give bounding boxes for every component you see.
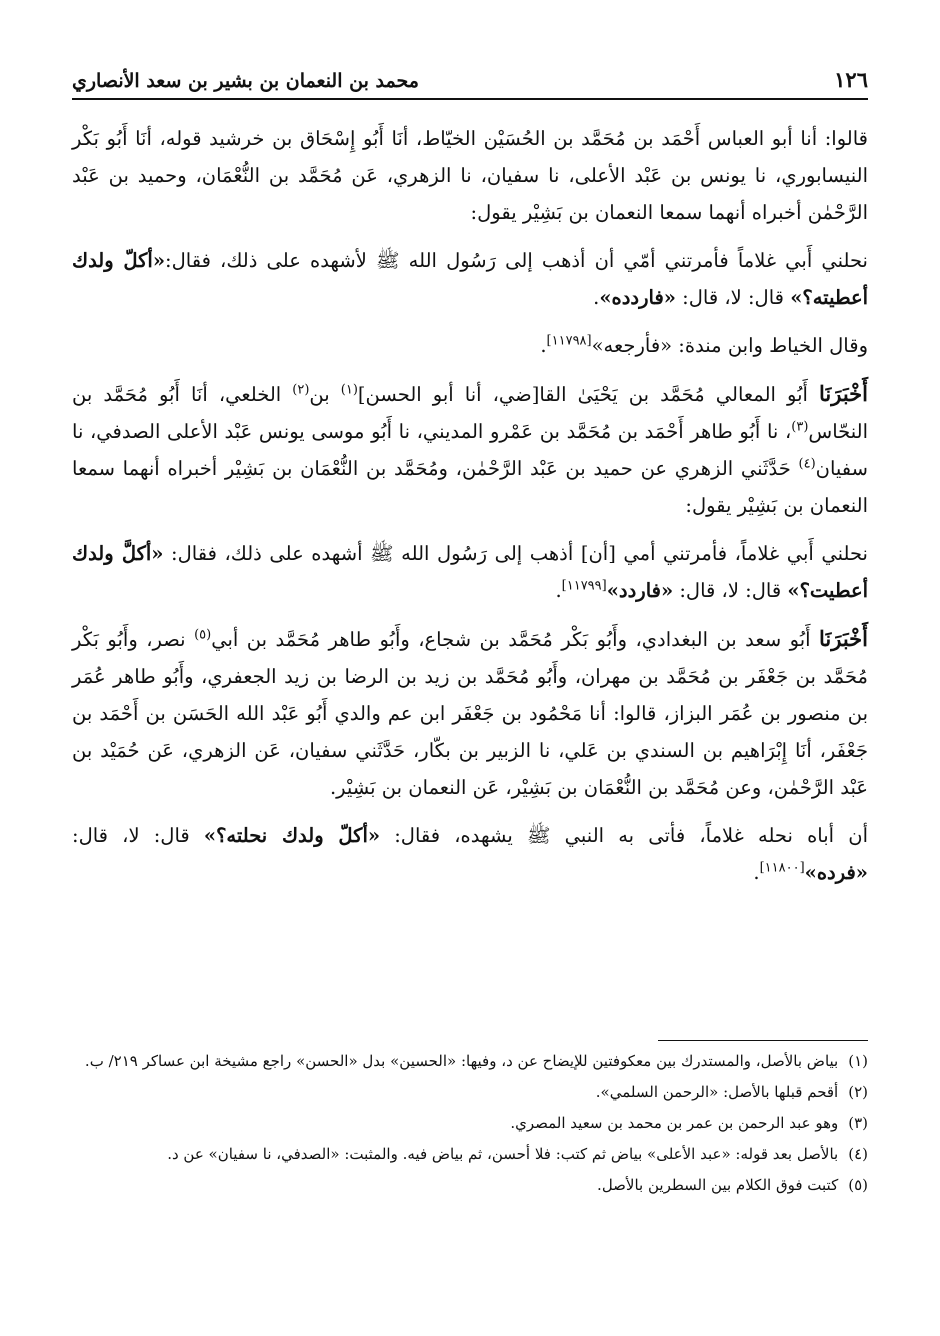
paragraph-isnad-3 [72, 620, 868, 806]
footnotes [72, 1046, 868, 1201]
footnote-number: (٢) [848, 1083, 868, 1101]
footnote-number: (٣) [848, 1114, 868, 1132]
hadith-quote-bold-2: «فرده» [804, 861, 868, 884]
page-header [72, 52, 868, 100]
akhbarana-lead: أَخْبَرَنَا [819, 626, 868, 651]
footnote-marker-3: (٣) [791, 419, 809, 435]
footnote-marker-4: (٤) [798, 456, 816, 472]
isnad-text-a: أَبُو المعالي مُحَمَّد بن يَحْيَىٰ القا[ضي، أنا أبو الحسن] [357, 383, 819, 406]
hadith-text-mid: قال: لا، قال: [673, 579, 788, 602]
hadith-quote-bold-2: «فاردد» [606, 579, 674, 602]
footnote [72, 1108, 868, 1139]
hadith-text: أن أباه نحله غلاماً، فأتى به النبي ﷺ يشهده، فقال: [380, 824, 868, 847]
hadith-quote-bold: «أكلّ ولدك أعطيته؟» [72, 249, 868, 309]
footnote-number: (٤) [848, 1145, 868, 1163]
isnad-text-d: ، نا أَبُو طاهر أَحْمَد بن مُحَمَّد بن عَمْرو المديني، نا أَبُو موسى يونس عَبْد الأعلى الصدفي، نا سفيان [72, 420, 868, 480]
footnote-text: بالأصل بعد قوله: «عبد الأعلى» بياض ثم كتب: فلا أحسن، ثم بياض فيه. والمثبت: «الصدفي، نا سفيان» عن د. [167, 1145, 839, 1163]
paragraph-variant-note [72, 327, 868, 364]
footnote-divider [658, 1040, 868, 1041]
hadith-end: . [555, 579, 562, 602]
hadith-text: نحلني أَبي غلاماً، فأمرتني أمي [أن] أذهب إلى رَسُول الله ﷺ أشهده على ذلك، فقال: [163, 542, 868, 565]
hadith-text: نحلني أَبي غلاماً فأمرتني أمّي أن أذهب إلى رَسُول الله ﷺ لأشهده على ذلك، فقال: [165, 249, 868, 272]
isnad-text-c: الخلعي، أنَا أَبُو مُحَمَّد بن النحّاس [72, 383, 868, 443]
hadith-text-mid: قال: لا، قال: [675, 286, 791, 309]
footnote-marker-2: (٢) [292, 382, 310, 398]
isnad-text-e: حَدَّثَني الزهري عن حميد بن عَبْد الرَّحْمٰن، ومُحَمَّد بن النُّعْمَان بن بَشِيْر أخبراه أنهما سمعا النعمان بن بَشِيْر يقول: [72, 457, 868, 517]
footnote [72, 1139, 868, 1170]
paragraph-hadith-3 [72, 817, 868, 891]
isnad-text-b: نصر، وأَبُو بَكْر مُحَمَّد بن جَعْفَر بن مُحَمَّد بن مهران، وأَبُو مُحَمَّد بن زيد بن الرضا بن زيد الجعفري، وأَبُو طاهر عُمَر بن منصور بن عُمَر البزاز، قالوا: أنا مَحْمُود بن جَعْفَر ابن عم والدي أَبُو عَبْد الله الحَسَن بن أَحْمَد بن جَعْفَر، أنَا إِبْرَاهيم بن السندي بن عَلي، نا الزبير بن بكّار، حَدَّثَني سفيان، عَن الزهري، عَن حُمَيْد بن عَبْد الرَّحْمٰن، وعن مُحَمَّد بن النُّعْمَان بن بَشِيْر، عَن النعمان بن بَشِيْر. [72, 628, 868, 799]
footnote-text: كتبت فوق الكلام بين السطرين بالأصل. [597, 1176, 839, 1194]
hadith-end: . [753, 861, 760, 884]
hadith-quote-bold: «أكلّ ولدك نحلته؟» [203, 824, 381, 847]
footnote-number: (١) [848, 1052, 868, 1070]
hadith-quote-bold: «أكلَّ ولدك أعطيت؟» [72, 542, 868, 602]
isnad-text-a: أَبُو سعد بن البغدادي، وأَبُو بَكْر مُحَمَّد بن شجاع، وأَبُو طاهر مُحَمَّد بن أبي [211, 628, 820, 651]
hadith-ref-number: [١١٨٠٠] [759, 860, 805, 876]
running-title: محمد بن النعمان بن بشير بن سعد الأنصاري [72, 70, 419, 92]
hadith-ref-number: [١١٧٩٩] [561, 578, 607, 594]
hadith-text-mid: قال: لا، قال: [72, 824, 204, 847]
footnote [72, 1170, 868, 1201]
footnote-marker-1: (١) [340, 382, 358, 398]
hadith-end: . [593, 286, 600, 309]
isnad-text-b: بن [309, 383, 341, 406]
footnote-text: وهو عبد الرحمن بن عمر بن محمد بن سعيد المصري. [510, 1114, 839, 1132]
footnote-number: (٥) [848, 1176, 868, 1194]
hadith-ref-number: [١١٧٩٨] [546, 333, 592, 349]
paragraph-isnad-2 [72, 375, 868, 524]
variant-text: وقال الخياط وابن مندة: «فأرجعه» [591, 334, 868, 357]
footnote [72, 1077, 868, 1108]
footnote [72, 1046, 868, 1077]
paragraph-isnad-1: قالوا: أنا أبو العباس أَحْمَد بن مُحَمَّد بن الحُسَيْن الخيّاط، أنَا أَبُو إِسْحَاق بن خرشيد قوله، أنَا أَبُو بَكْر النيسابوري، نا يونس بن عَبْد الأعلى، نا سفيان، نا الزهري، عَن مُحَمَّد بن النُّعْمَان، وحميد بن عَبْد الرَّحْمٰن أخبراه أنهما سمعا النعمان بن بَشِيْر يقول: [72, 127, 868, 224]
main-text [72, 120, 868, 902]
page-number: ١٢٦ [834, 67, 868, 92]
footnote-text: أقحم قبلها بالأصل: «الرحمن السلمي». [595, 1083, 839, 1101]
paragraph-hadith-1 [72, 242, 868, 316]
paragraph-hadith-2 [72, 535, 868, 609]
hadith-quote-bold-2: «فاردده» [599, 286, 676, 309]
akhbarana-lead: أَخْبَرَنَا [819, 381, 868, 406]
footnote-marker-5: (٥) [194, 627, 212, 643]
footnote-text: بياض بالأصل، والمستدرك بين معكوفتين للإيضاح عن د، وفيها: «الحسين» بدل «الحسن» راجع مشيخة ابن عساكر ٢١٩/ ب. [84, 1052, 839, 1070]
variant-end: . [540, 334, 547, 357]
